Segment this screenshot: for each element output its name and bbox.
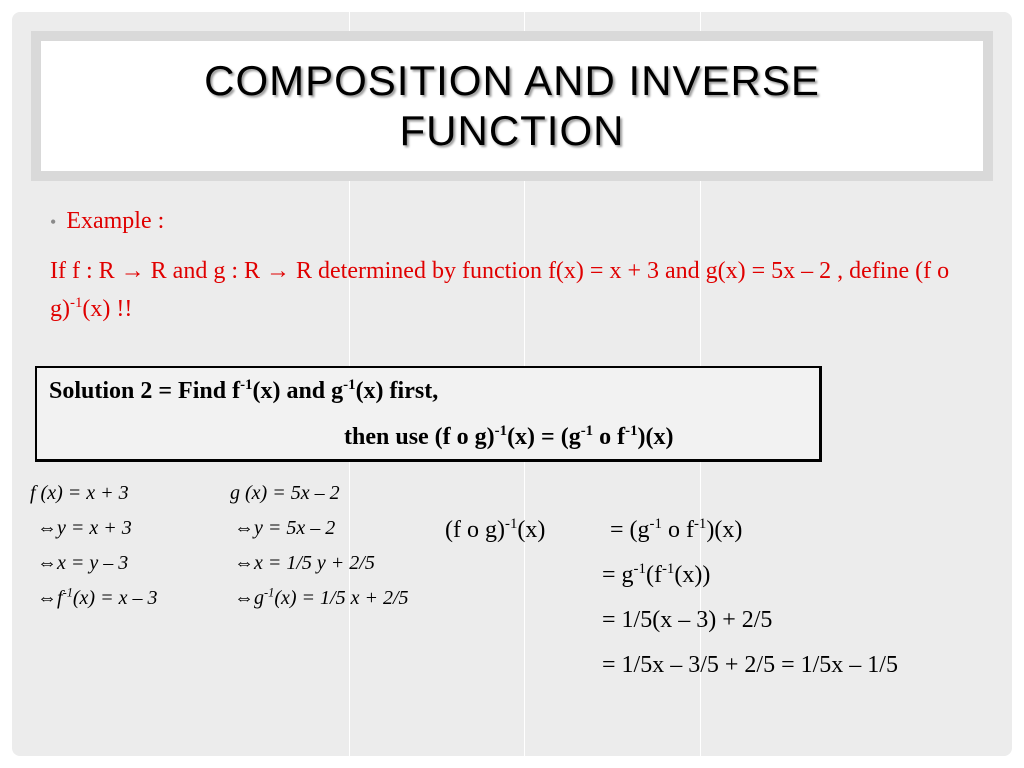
g-step-4 xyxy=(234,587,409,610)
solution-line-2 xyxy=(344,424,674,451)
superscript: -1 xyxy=(264,585,275,600)
implies-icon: ⇔ xyxy=(234,587,254,609)
superscript: -1 xyxy=(343,377,356,393)
problem-text: (x) !! xyxy=(82,296,133,322)
solution-text: (x) = (g xyxy=(507,424,581,450)
step-text: y = x + 3 xyxy=(57,517,132,539)
eq-text: (f o g) xyxy=(445,517,505,543)
f-step-3 xyxy=(37,552,128,575)
title-box xyxy=(41,41,983,171)
derivation-row-2 xyxy=(602,562,710,589)
derivation-row-3: = 1/5(x – 3) + 2/5 xyxy=(602,607,773,633)
superscript: -1 xyxy=(70,295,83,311)
example-heading xyxy=(50,208,164,235)
f-step-2 xyxy=(37,517,132,540)
implies-icon: ⇔ xyxy=(37,552,57,574)
superscript: -1 xyxy=(580,423,594,439)
eq-text: (f xyxy=(645,562,662,588)
title-frame xyxy=(31,31,993,181)
derivation-lhs xyxy=(445,517,545,544)
superscript: -1 xyxy=(649,516,662,532)
f-step-1: f (x) = x + 3 xyxy=(30,482,129,504)
superscript: -1 xyxy=(661,561,675,577)
example-label: Example : xyxy=(66,208,165,234)
problem-text: R and g : R xyxy=(144,258,266,284)
implies-icon: ⇔ xyxy=(37,587,57,609)
eq-text: (x)) xyxy=(674,562,711,588)
superscript: -1 xyxy=(62,585,73,600)
eq-text: = (g xyxy=(610,517,650,543)
step-text: x = y – 3 xyxy=(57,552,129,574)
superscript: -1 xyxy=(693,516,707,532)
solution-text: o f xyxy=(593,424,626,450)
derivation-row-4: = 1/5x – 3/5 + 2/5 = 1/5x – 1/5 xyxy=(602,652,898,678)
solution-text: Solution 2 = Find f xyxy=(49,378,241,404)
step-text: y = 5x – 2 xyxy=(254,517,336,539)
derivation-row-1 xyxy=(610,517,742,544)
implies-icon: ⇔ xyxy=(234,552,254,574)
eq-text: )(x) xyxy=(706,517,743,543)
solution-text: then use (f o g) xyxy=(344,424,495,450)
arrow-icon: → xyxy=(120,258,145,284)
superscript: -1 xyxy=(494,423,508,439)
problem-text: R determined by function f(x) = x + 3 and g(x) = 5x – 2 , define (f o g) xyxy=(50,258,950,322)
step-text: (x) = 1/5 x + 2/5 xyxy=(274,587,409,609)
f-step-4 xyxy=(37,587,157,610)
g-step-1: g (x) = 5x – 2 xyxy=(230,482,340,504)
solution-text: (x) and g xyxy=(252,378,344,404)
eq-text: (x) xyxy=(517,517,546,543)
step-text: f xyxy=(57,587,63,609)
eq-text: o f xyxy=(661,517,694,543)
step-text: x = 1/5 y + 2/5 xyxy=(254,552,375,574)
bullet-icon: • xyxy=(50,212,57,232)
superscript: -1 xyxy=(240,377,253,393)
eq-text: = g xyxy=(602,562,634,588)
title-line-2: FUNCTION xyxy=(399,107,625,154)
implies-icon: ⇔ xyxy=(37,517,57,539)
superscript: -1 xyxy=(504,516,518,532)
implies-icon: ⇔ xyxy=(234,517,254,539)
superscript: -1 xyxy=(625,423,638,439)
arrow-icon: → xyxy=(266,258,290,284)
superscript: -1 xyxy=(633,561,646,577)
step-text: g xyxy=(254,587,264,609)
problem-statement xyxy=(50,252,1000,328)
title-line-1: COMPOSITION AND INVERSE xyxy=(204,57,820,104)
problem-text: If f : R xyxy=(50,258,121,284)
g-step-3 xyxy=(234,552,375,575)
solution-text: (x) first, xyxy=(355,378,439,404)
step-text: (x) = x – 3 xyxy=(72,587,158,609)
solution-line-1 xyxy=(49,378,438,405)
solution-text: )(x) xyxy=(637,424,674,450)
solution-box xyxy=(35,366,822,462)
slide xyxy=(12,12,1012,756)
g-step-2 xyxy=(234,517,335,540)
